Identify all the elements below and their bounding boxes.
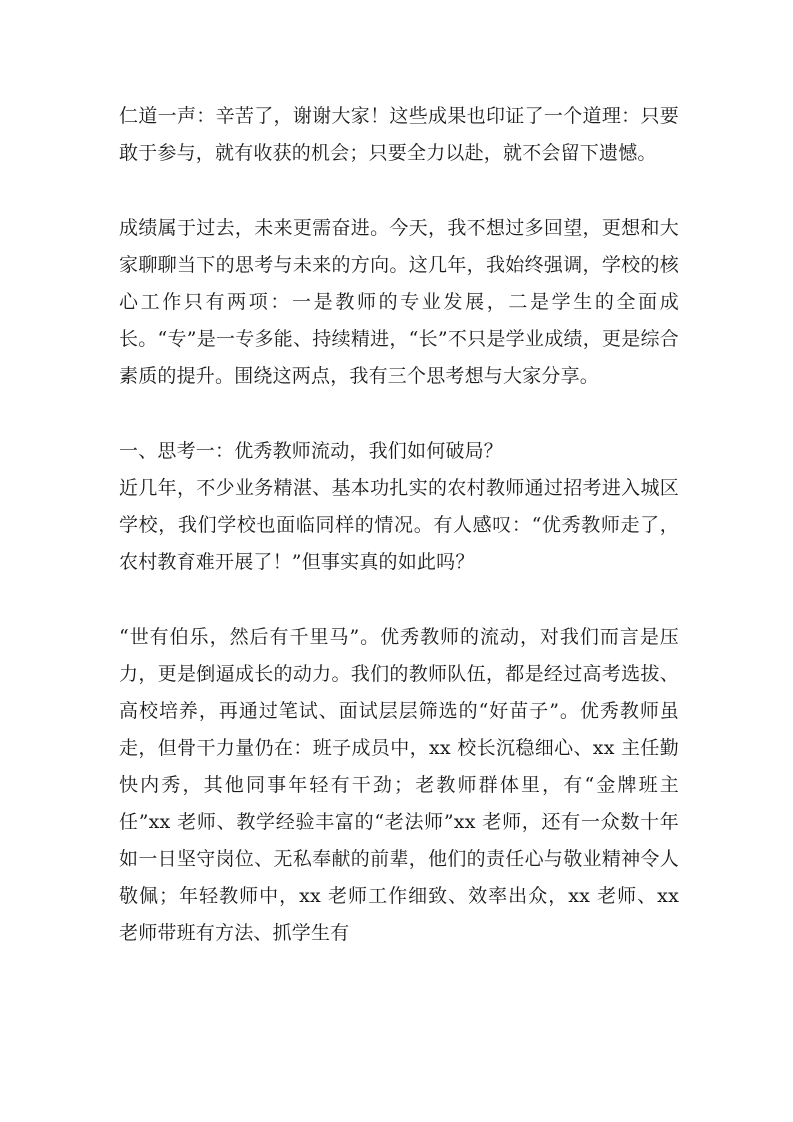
- paragraph-future-direction: 成绩属于过去，未来更需奋进。今天，我不想过多回望，更想和大家聊聊当下的思考与未来的方向。这几年，我始终强调，学校的核心工作只有两项：一是教师的专业发展，二是学生的全面成长。“专”是一专多能、持续精进，“长”不只是学业成绩，更是综合素质的提升。围绕这两点，我有三个思考想与大家分享。: [119, 217, 679, 387]
- document-body: [119, 98, 679, 952]
- paragraph-closing-thanks: 仁道一声：辛苦了，谢谢大家！这些成果也印证了一个道理：只要敢于参与，就有收获的机会；只要全力以赴，就不会留下遗憾。: [119, 105, 679, 164]
- section-heading-thought-one: 一、思考一：优秀教师流动，我们如何破局？: [119, 440, 504, 462]
- paragraph-backbone-strength: “世有伯乐，然后有千里马”。优秀教师的流动，对我们而言是压力，更是倒逼成长的动力。我们的教师队伍，都是经过高考选拔、高校培养，再通过笔试、面试层层筛选的“好苗子”。优秀教师虽走，但骨干力量仍在：班子成员中，xx 校长沉稳细心、xx 主任勤快内秀，其他同事年轻有干劲；老教师群体里，有“金牌班主任”xx 老师、教学经验丰富的“老法师”xx 老师，还有一众数十年如一日坚守岗位、无私奉献的前辈，他们的责任心与敬业精神令人敬佩；年轻教师中，xx 老师工作细致、效率出众，xx 老师、xx 老师带班有方法、抓学生有: [119, 626, 679, 944]
- paragraph-teacher-mobility: 近几年，不少业务精湛、基本功扎实的农村教师通过招考进入城区学校，我们学校也面临同样的情况。有人感叹：“优秀教师走了，农村教育难开展了！”但事实真的如此吗？: [119, 477, 679, 573]
